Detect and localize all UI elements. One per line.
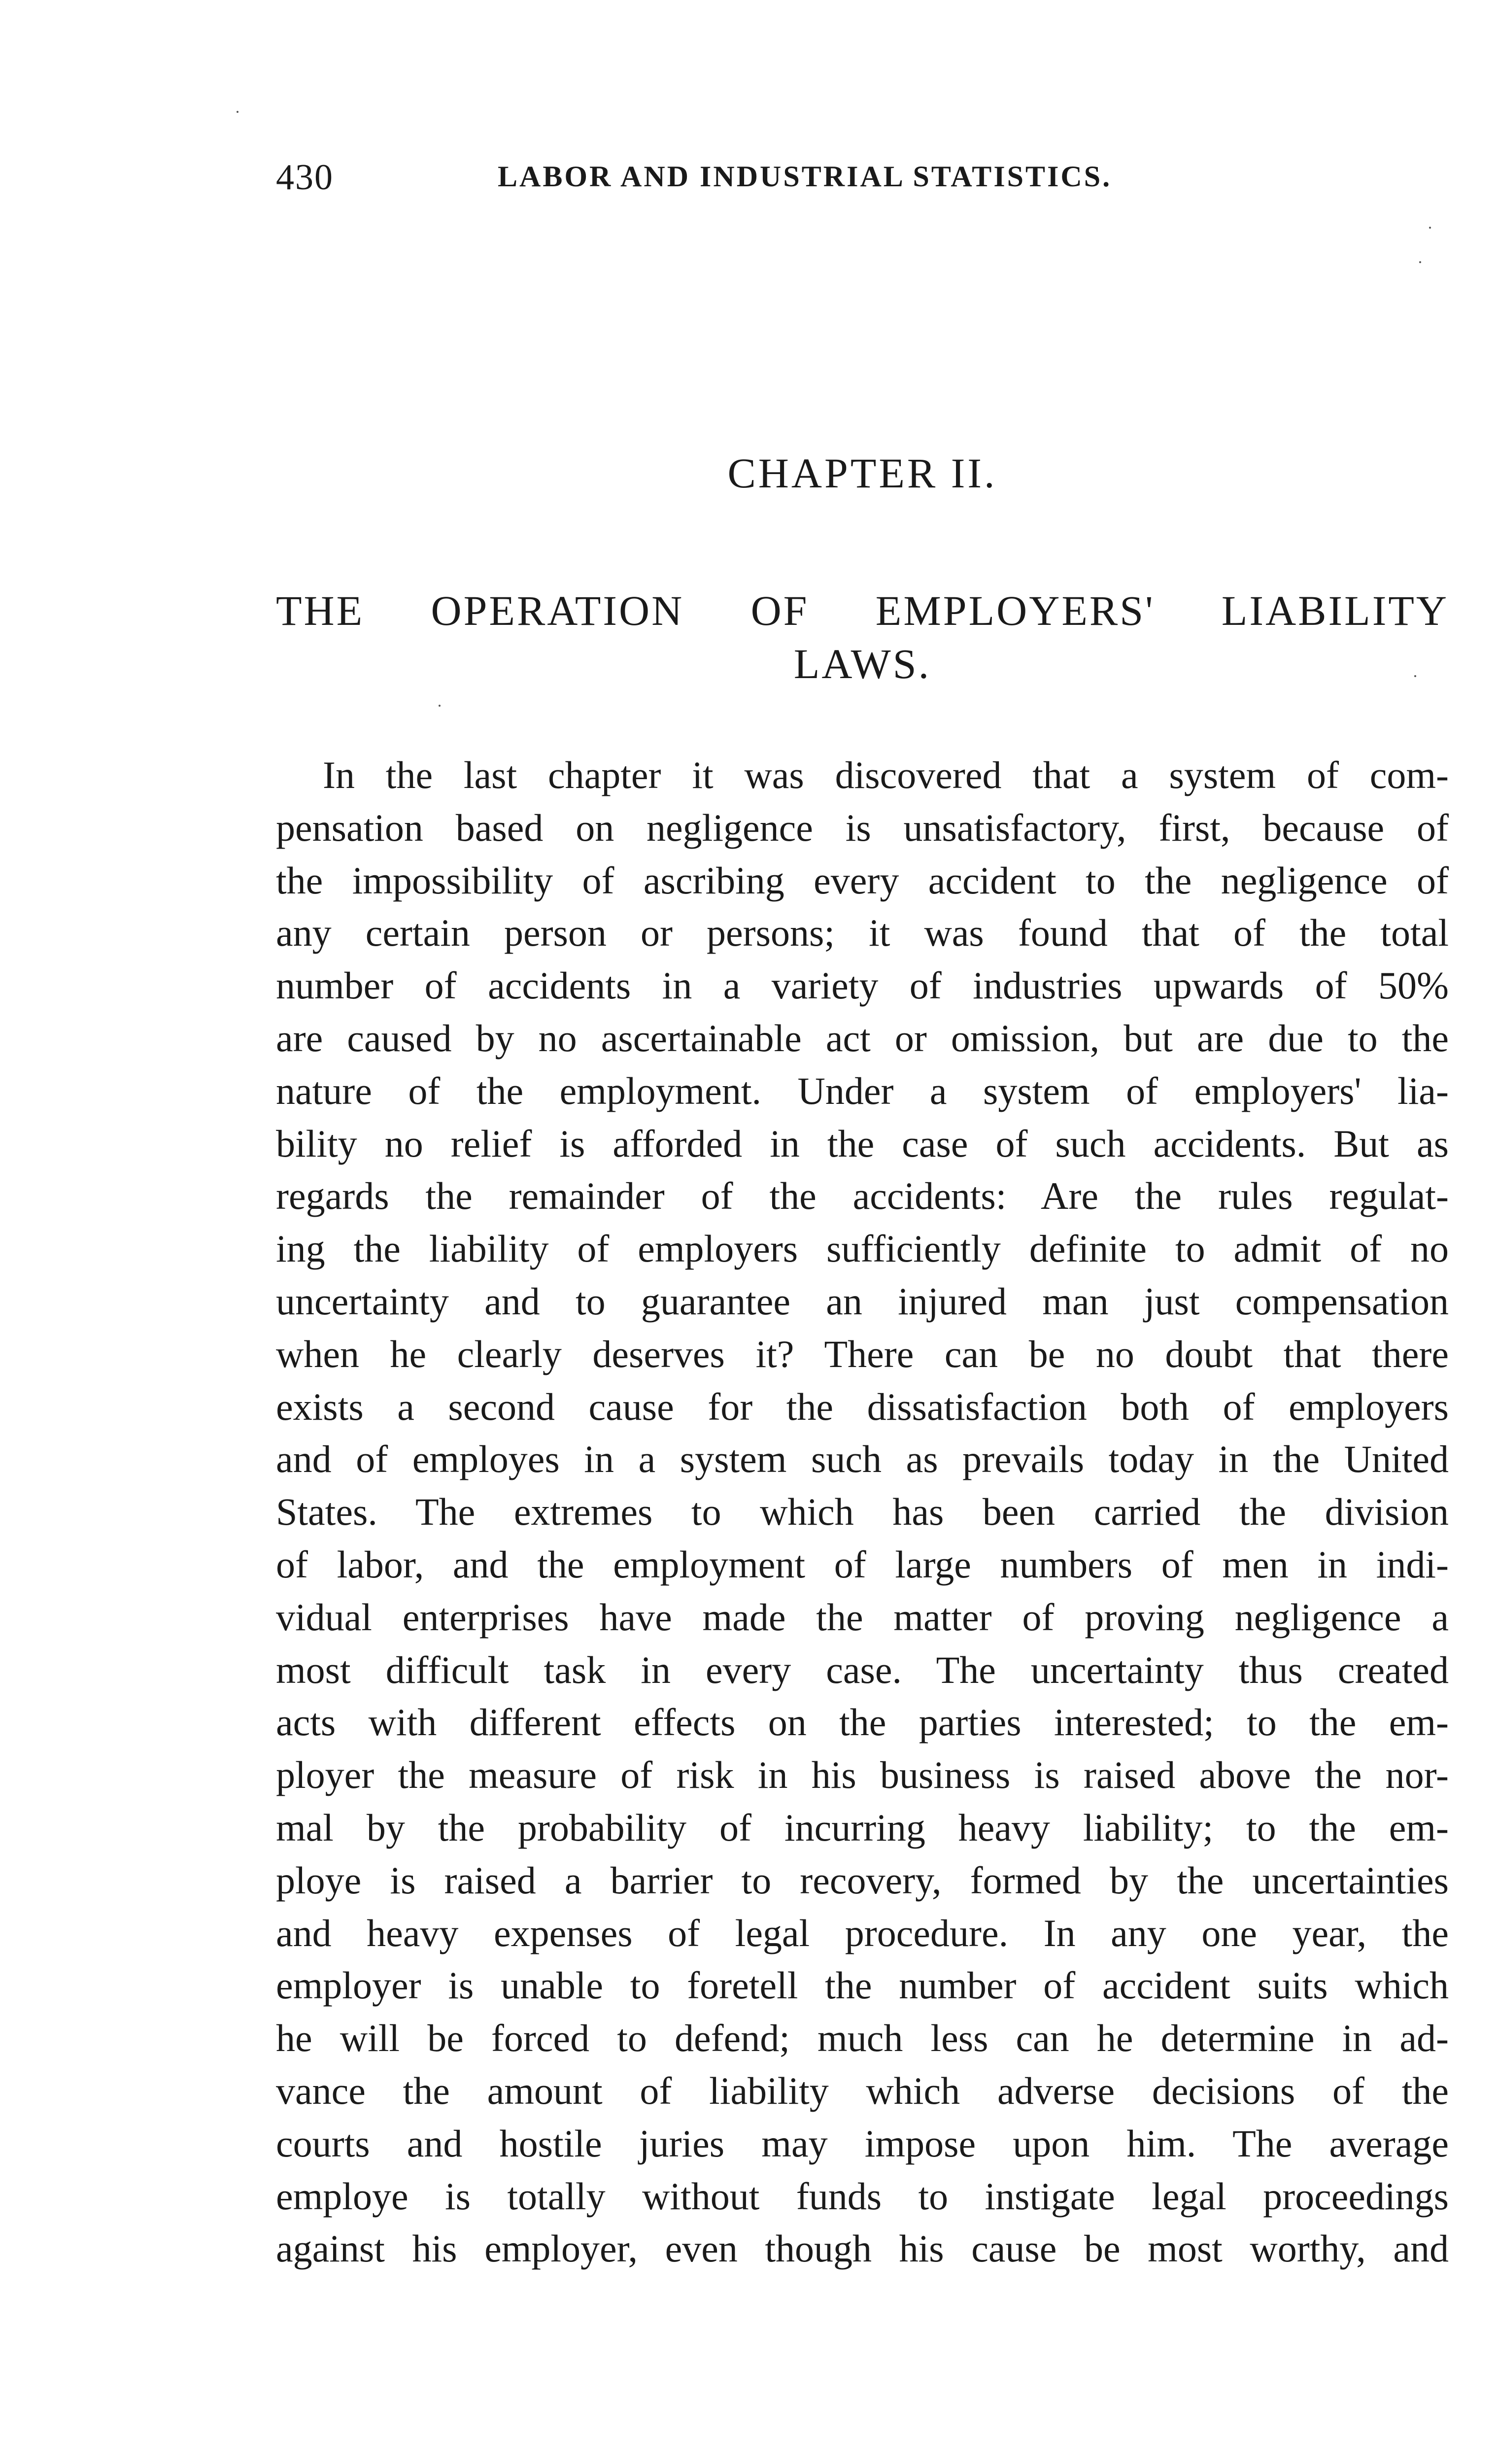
text-line: ploye is raised a barrier to recovery, formed by the uncertainties [276, 1858, 1449, 1902]
text-line: of labor, and the employment of large numbers of men in indi- [276, 1542, 1449, 1586]
running-head [276, 157, 1449, 206]
section-title-line-1: THE OPERATION OF EMPLOYERS' LIABILITY [276, 587, 1449, 634]
text-line: nature of the employment. Under a system of employers' lia- [276, 1069, 1449, 1112]
paper-speck [439, 705, 441, 707]
text-line: ployer the measure of risk in his business is raised above the nor- [276, 1753, 1449, 1797]
text-line: most difficult task in every case. The uncertainty thus created [276, 1648, 1449, 1691]
text-line: In the last chapter it was discovered that a system of com- [323, 753, 1449, 796]
paper-speck [237, 111, 238, 113]
text-line: courts and hostile juries may impose upon him. The average [276, 2122, 1449, 2165]
text-line: are caused by no ascertainable act or omission, but are due to the [276, 1016, 1449, 1060]
text-line: against his employer, even though his cause be most worthy, and [276, 2227, 1449, 2270]
chapter-heading: CHAPTER II. [727, 449, 997, 497]
text-line: mal by the probability of incurring heavy liability; to the em- [276, 1806, 1449, 1849]
text-line: bility no relief is afforded in the case of such accidents. But as [276, 1122, 1449, 1165]
text-line: vance the amount of liability which adverse decisions of the [276, 2069, 1449, 2112]
running-title: LABOR AND INDUSTRIAL STATISTICS. [498, 160, 1112, 193]
text-line: employe is totally without funds to instigate legal proceedings [276, 2174, 1449, 2218]
text-line: States. The extremes to which has been carried the division [276, 1490, 1449, 1534]
section-title-line-2: LAWS. [793, 640, 931, 687]
page-number: 430 [276, 157, 334, 198]
paper-speck [1429, 227, 1431, 229]
paper-speck [1419, 261, 1421, 263]
text-line: when he clearly deserves it? There can be no doubt that there [276, 1332, 1449, 1375]
text-line: uncertainty and to guarantee an injured man just compensation [276, 1279, 1449, 1323]
text-line: any certain person or persons; it was found that of the total [276, 911, 1449, 955]
text-line: the impossibility of ascribing every accident to the negligence of [276, 858, 1449, 902]
text-line: number of accidents in a variety of industries upwards of 50% [276, 964, 1449, 1007]
text-line: he will be forced to defend; much less can he determine in ad- [276, 2017, 1449, 2060]
text-line: exists a second cause for the dissatisfaction both of employers [276, 1385, 1449, 1428]
text-line: regards the remainder of the accidents: Are the rules regulat- [276, 1174, 1449, 1218]
text-line: employer is unable to foretell the number of accident suits which [276, 1964, 1449, 2007]
paper-speck [1414, 675, 1416, 677]
text-line: vidual enterprises have made the matter of proving negligence a [276, 1595, 1449, 1639]
text-line: and heavy expenses of legal procedure. In any one year, the [276, 1911, 1449, 1954]
text-line: acts with different effects on the parties interested; to the em- [276, 1701, 1449, 1744]
section-title [276, 584, 1449, 690]
body-paragraph [276, 749, 1449, 2275]
text-line: ing the liability of employers sufficiently definite to admit of no [276, 1227, 1449, 1270]
text-line: and of employes in a system such as prevails today in the United [276, 1437, 1449, 1481]
text-line: pensation based on negligence is unsatisfactory, first, because of [276, 806, 1449, 849]
